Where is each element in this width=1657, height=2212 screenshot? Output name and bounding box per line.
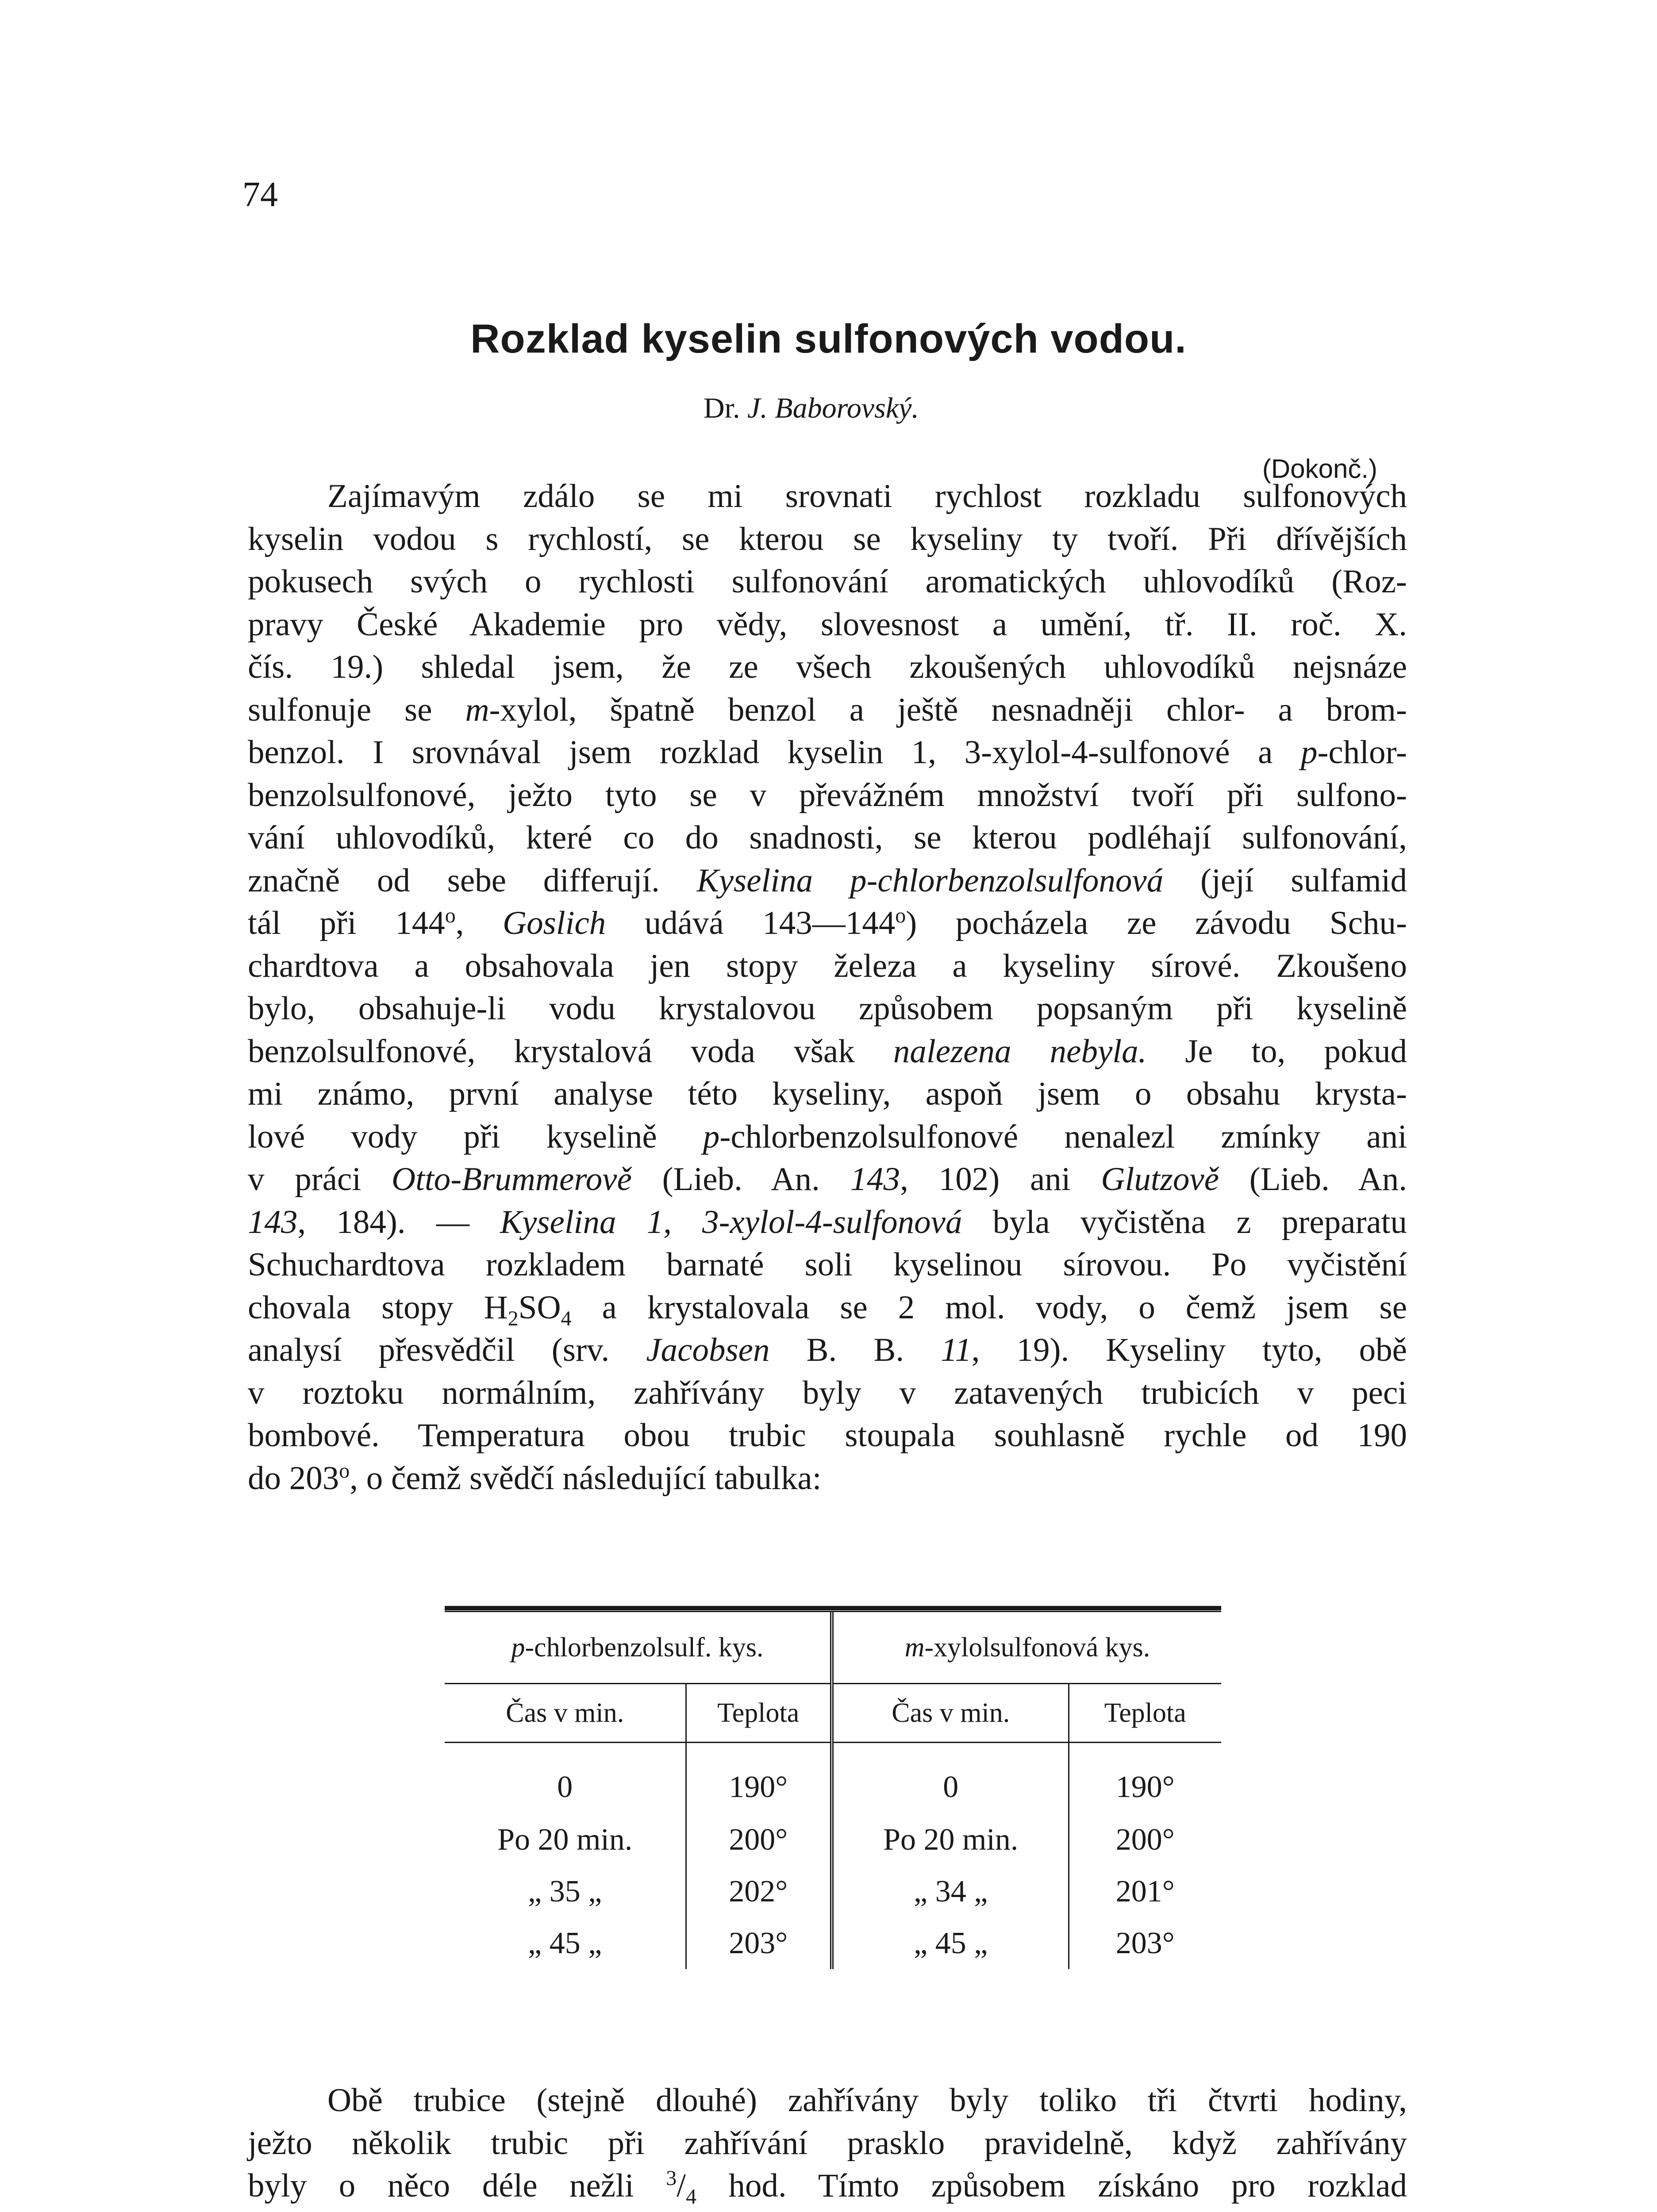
table-row: [445, 1866, 1221, 1917]
table-cell: „ 35 „: [445, 1866, 686, 1917]
text-line: chovala stopy $H_2SO_4$ a krystalovala se 2 mol. vody, o čemž jsem se: [248, 1289, 1407, 1330]
page-number: 74: [242, 175, 278, 214]
text-line: sulfonuje se m-xylol, špatně benzol a ještě nesnadněji chlor- a brom-: [248, 691, 1407, 728]
table-row: [445, 1743, 1221, 1814]
text-line: Obě trubice (stejně dlouhé) zahřívány byly toliko tři čtvrti hodiny,: [327, 2082, 1407, 2119]
text-line: tál při 144$^o$, Goslich udává 143—144$^o$) pocházela ze závodu Schu-: [248, 904, 1407, 941]
table-group-header: p-chlorbenzolsulf. kys.: [445, 1612, 832, 1684]
table-cell: 200°: [686, 1814, 832, 1866]
table-cell: 203°: [686, 1917, 832, 1969]
text-line: do 203$^o$, o čemž svědčí následující tabulka:: [248, 1459, 822, 1497]
table-cell: 200°: [1115, 1822, 1175, 1857]
text-line: pravy České Akademie pro vědy, slovesnost a umění, tř. II. roč. X.: [248, 606, 1407, 643]
text-line: v roztoku normálním, zahřívány byly v zatavených trubicích v peci: [248, 1374, 1407, 1411]
text-line: lové vody při kyselině p-chlorbenzolsulfonové nenalezl zmínky ani: [248, 1118, 1407, 1155]
table-cell: 202°: [686, 1866, 832, 1917]
text-line: chardtova a obsahovala jen stopy železa a kyseliny sírové. Zkoušeno: [248, 947, 1407, 984]
text-line: ježto několik trubic při zahřívání prasklo pravidelně, když zahřívány: [248, 2124, 1407, 2162]
table-cell: Po 20 min.: [445, 1814, 686, 1866]
article-title: Rozklad kyselin sulfonových vodou.: [470, 316, 1187, 361]
table-top-rule: [445, 1606, 1221, 1612]
paragraph-1: [248, 475, 1407, 1500]
text-line: mi známo, první analyse této kyseliny, aspoň jsem o obsahu krysta-: [248, 1075, 1407, 1112]
table-cell: „ 45 „: [445, 1917, 686, 1969]
text-line: benzol. I srovnával jsem rozklad kyselin 1, 3-xylol-4-sulfonové a p-chlor-: [248, 734, 1407, 771]
text-line: byly o něco déle nežli $^3/_4$ hod. Tímto způsobem získáno pro rozklad: [248, 2166, 1407, 2208]
text-line: analysí přesvědčil (srv. Jacobsen B. B. 11, 19). Kyseliny tyto, obě: [248, 1332, 1407, 1368]
table-row: [445, 1917, 1221, 1969]
text-line: značně od sebe differují. Kyselina p-chlorbenzolsulfonová (její sulfamid: [248, 862, 1407, 899]
text-line: bombové. Temperatura obou trubic stoupala souhlasně rychle od 190: [248, 1417, 1407, 1454]
table-group-header: m-xylolsulfonová kys.: [832, 1612, 1221, 1684]
text-line: Zajímavým zdálo se mi srovnati rychlost rozkladu sulfonových: [327, 478, 1407, 515]
text-line: benzolsulfonové, ježto tyto se v převážném množství tvoří při sulfono-: [248, 776, 1407, 814]
table-cell: „ 34 „: [832, 1866, 1069, 1917]
data-table: [445, 1606, 1221, 1969]
text-line: 143, 184). — Kyselina 1, 3-xylol-4-sulfonová byla vyčistěna z preparatu: [248, 1203, 1407, 1240]
author-prefix: Dr.: [704, 392, 740, 424]
text-line: Schuchardtova rozkladem barnaté soli kyselinou sírovou. Po vyčistění: [248, 1246, 1407, 1283]
table-cell: 201°: [1115, 1874, 1175, 1909]
table-cell: 203°: [1115, 1926, 1175, 1960]
table-column-header: Teplota: [686, 1684, 832, 1743]
author-name: J. Baborovský.: [747, 392, 919, 424]
table-row: [445, 1814, 1221, 1866]
continuation-note: (Dokonč.): [1262, 454, 1377, 484]
table-cell: 0: [832, 1743, 1069, 1814]
table-cell: „ 45 „: [832, 1917, 1069, 1969]
paragraph-2: [248, 2079, 1407, 2208]
table-cell: 190°: [1115, 1770, 1175, 1804]
text-line: benzolsulfonové, krystalová voda však nalezena nebyla. Je to, pokud: [248, 1033, 1407, 1070]
text-line: čís. 19.) shledal jsem, že ze všech zkoušených uhlovodíků nejsnáze: [248, 649, 1407, 685]
author-line: [704, 394, 919, 423]
text-line: kyselin vodou s rychlostí, se kterou se kyseliny ty tvoří. Při dřívějších: [248, 520, 1407, 557]
table-cell: Po 20 min.: [832, 1814, 1069, 1866]
table-cell: 0: [445, 1743, 686, 1814]
table-column-header: Teplota: [1069, 1684, 1221, 1743]
table-column-header: Čas v min.: [445, 1684, 686, 1743]
table-column-header: Čas v min.: [832, 1684, 1069, 1743]
text-line: pokusech svých o rychlosti sulfonování aromatických uhlovodíků (Roz-: [248, 563, 1407, 600]
text-line: vání uhlovodíků, které co do snadnosti, se kterou podléhají sulfonování,: [248, 819, 1407, 856]
text-line: bylo, obsahuje-li vodu krystalovou způsobem popsaným při kyselině: [248, 990, 1407, 1027]
text-line: v práci Otto-Brummerově (Lieb. An. 143, 102) ani Glutzově (Lieb. An.: [248, 1161, 1407, 1198]
table-cell: 190°: [686, 1743, 832, 1814]
